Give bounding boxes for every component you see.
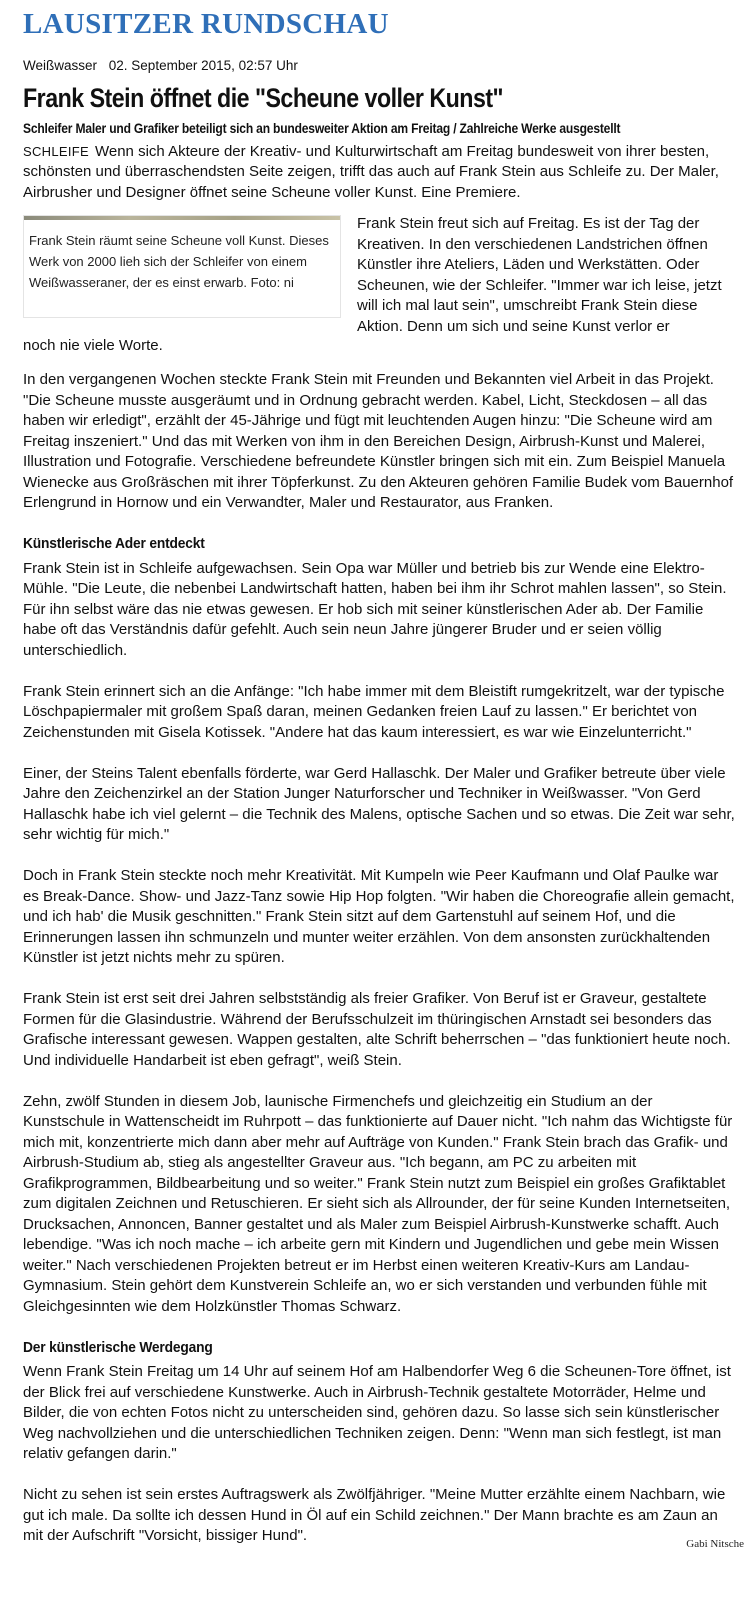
section-heading: Künstlerische Ader entdeckt: [23, 535, 205, 552]
body-paragraph: Nicht zu sehen ist sein erstes Auftragswerk als Zwölfjähriger. "Meine Mutter erzählte einem Nachbarn, wie gut ich male. Da sollte ich dessen Hund in Öl auf ein Schild zeichnen." Der Mann brachte es am Zaun an mit der Aufschrift "Vorsicht, bissiger Hund".: [23, 1486, 726, 1544]
article-photo[interactable]: [24, 216, 340, 220]
body-paragraph: Doch in Frank Stein steckte noch mehr Kreativität. Mit Kumpeln wie Peer Kaufmann und Olaf Paulke war es Break-Dance. Show- und Jazz-Tanz sowie Hip Hop folgten. "Wir haben die Choreografie allein gemacht, und ich hab' die Musik geschnitten." Frank Stein sitzt auf dem Gartenstuhl auf seinem Hof, und die Erinnerungen lassen ihn schmunzeln und munter weiter erzählen. Von dem ansonsten zurückhaltenden Künstler ist jetzt nichts mehr zu spüren.: [23, 867, 735, 966]
intro-paragraph: Frank Stein freut sich auf Freitag. Es ist der Tag der Kreativen. In den verschiedenen Landstrichen öffnen Künstler ihre Ateliers, Läden und Werkstätten. Oder Scheunen, wie der Schleifer. "Immer war ich leise, jetzt will ich mal laut sein", umschreibt Frank Stein diese Aktion. Denn um sich und seine Kunst verlor er: [357, 215, 722, 335]
author-byline: Gabi Nitsche: [686, 1538, 744, 1550]
meta-date: 02. September 2015, 02:57 Uhr: [108, 58, 298, 73]
intro-continuation: noch nie viele Worte.: [23, 337, 163, 354]
article-body: [23, 370, 735, 1567]
lead-text: Wenn sich Akteure der Kreativ- und Kulturwirtschaft am Freitag bundesweit von ihrer besten, schönsten und überraschendsten Seite zeigen, trifft das auch auf Frank Stein aus Schleife zu. Der Maler, Airbrusher und Designer öffnet seine Scheune voller Kunst. Eine Premiere.: [23, 143, 719, 201]
section-heading: Der künstlerische Werdegang: [23, 1338, 213, 1356]
article-headline: Frank Stein öffnet die "Scheune voller Kunst": [23, 83, 504, 113]
body-paragraph: Wenn Frank Stein Freitag um 14 Uhr auf seinem Hof am Halbendorfer Weg 6 die Scheunen-Tore öffnet, ist der Blick frei auf verschiedene Kunstwerke. Auch in Airbrush-Technik gestaltete Motorräder, Helme und Bilder, die von echten Fotos nicht zu unterscheiden sind, gehören dazu. So lasse sich sein künstlerischer Weg nachvollziehen und die unterschiedlichen Techniken zeigen. Denn: "Wenn man sich festlegt, ist man relativ gefangen darin.": [23, 1363, 731, 1462]
body-paragraph: Frank Stein erinnert sich an die Anfänge: "Ich habe immer mit dem Bleistift rumgekritzelt, war der typische Löschpapiermaler mit großem Spaß daran, meinen Gedanken freien Lauf zu lassen." Er berichtet von Zeichenstunden mit Gisela Kotissek. "Andere hat das kaum interessiert, es war wie Einzelunterricht.": [23, 682, 725, 741]
meta-location: Weißwasser: [23, 58, 98, 73]
body-paragraph: Einer, der Steins Talent ebenfalls förderte, war Gerd Hallaschk. Der Maler und Grafiker betreute über viele Jahre den Zeichenzirkel an der Station Junger Naturforscher und Techniker in Weißwasser. "Von Gerd Hallaschk habe ich viel gelernt – die Technik des Malens, optische Sachen und so etwas. Die Zeit war sehr, sehr wichtig für mich.": [23, 764, 735, 843]
article-subheadline: Schleifer Maler und Grafiker beteiligt sich an bundesweiter Aktion am Freitag / Zahlreiche Werke ausgestellt: [23, 121, 621, 136]
body-paragraph: Frank Stein ist erst seit drei Jahren selbstständig als freier Grafiker. Von Beruf ist er Graveur, gestaltete Formen für die Glasindustrie. Während der Berufsschulzeit im thüringischen Arnstadt sei besonders das Grafische interessant gewesen. Wappen gestalten, alte Schrift beherrschen – "das funktioniert heute noch. Und individuelle Handarbeit ist eben gefragt", weiß Stein.: [23, 990, 731, 1069]
masthead-logo[interactable]: LAUSITZER RUNDSCHAU: [23, 8, 389, 40]
lead-dateline: SCHLEIFE: [23, 144, 89, 159]
body-paragraph: Zehn, zwölf Stunden in diesem Job, launische Firmenchefs und gleichzeitig ein Studium an der Kunstschule in Wattenscheidt im Ruhrpott – das funktionierte auf Dauer nicht. "Ich nahm das Wichtigste für mich mit, konzentrierte mich dann aber mehr auf Aufträge von Kunden." Frank Stein brach das Grafik- und Airbrush-Studium ab, stieg als angestellter Graveur aus. "Ich begann, am PC zu arbeiten mit Grafikprogrammen, Bildbearbeitung und so weiter." Frank Stein nutzt zum Beispiel ein großes Grafiktablet zum digitalen Zeichnen und Retuschieren. Er sieht sich als Allrounder, der für seine Kunden Internetseiten, Drucksachen, Annoncen, Banner gestaltet und als Maler zum Beispiel Airbrush-Kunstwerke schafft. Auch lebendige. "Was ich noch mache – ich arbeite gern mit Kindern und Jugendlichen und gebe mein Wissen weiter." Nach verschiedenen Projekten betreut er im Herbst einen weiteren Kreativ-Kurs am Landau-Gymnasium. Stein gehört dem Kunstverein Schleife an, wo er sich verstanden und verbunden fühle mit Gleichgesinnten wie dem Holzkünstler Thomas Schwarz.: [23, 1092, 733, 1315]
article-lead: [23, 142, 735, 203]
body-paragraph: Frank Stein ist in Schleife aufgewachsen. Sein Opa war Müller und betrieb bis zur Wende eine Elektro-Mühle. "Die Leute, die nebenbei Landwirtschaft hatten, haben bei ihm ihr Schrot mahlen lassen", so Stein. Für ihn selbst wäre das nie etwas gewesen. Er hob sich mit seiner künstlerischen Ader ab. Der Familie habe oft das Verständnis dafür gefehlt. Auch sein neun Jahre jüngerer Bruder und er seien völlig unterschiedlich.: [23, 559, 727, 659]
article-meta: [23, 58, 298, 73]
figure-caption: Frank Stein räumt seine Scheune voll Kunst. Dieses Werk von 2000 lieh sich der Schleifer von einem Weißwasseraner, der es einst erwarb. Foto: ni: [29, 233, 329, 290]
body-paragraph: In den vergangenen Wochen steckte Frank Stein mit Freunden und Bekannten viel Arbeit in das Projekt. "Die Scheune musste ausgeräumt und in Ordnung gebracht werden. Kabel, Licht, Steckdosen – all das haben wir erledigt", erzählt der 45-Jährige und fügt mit leuchtenden Augen hinzu: "Die Scheune wird am Freitag inszeniert." Und das mit Werken von ihm in den Bereichen Design, Airbrush-Kunst und Malerei, Illustration und Fotografie. Verschiedene befreundete Künstler bringen sich mit ein. Zum Beispiel Manuela Wienecke aus Großräschen mit ihrer Töpferkunst. Zu den Akteuren gehören Familie Budek vom Bauernhof Erlengrund in Hornow und ein Verwandter, Maler und Restaurator, aus Franken.: [23, 371, 734, 511]
article-figure[interactable]: [23, 215, 341, 318]
